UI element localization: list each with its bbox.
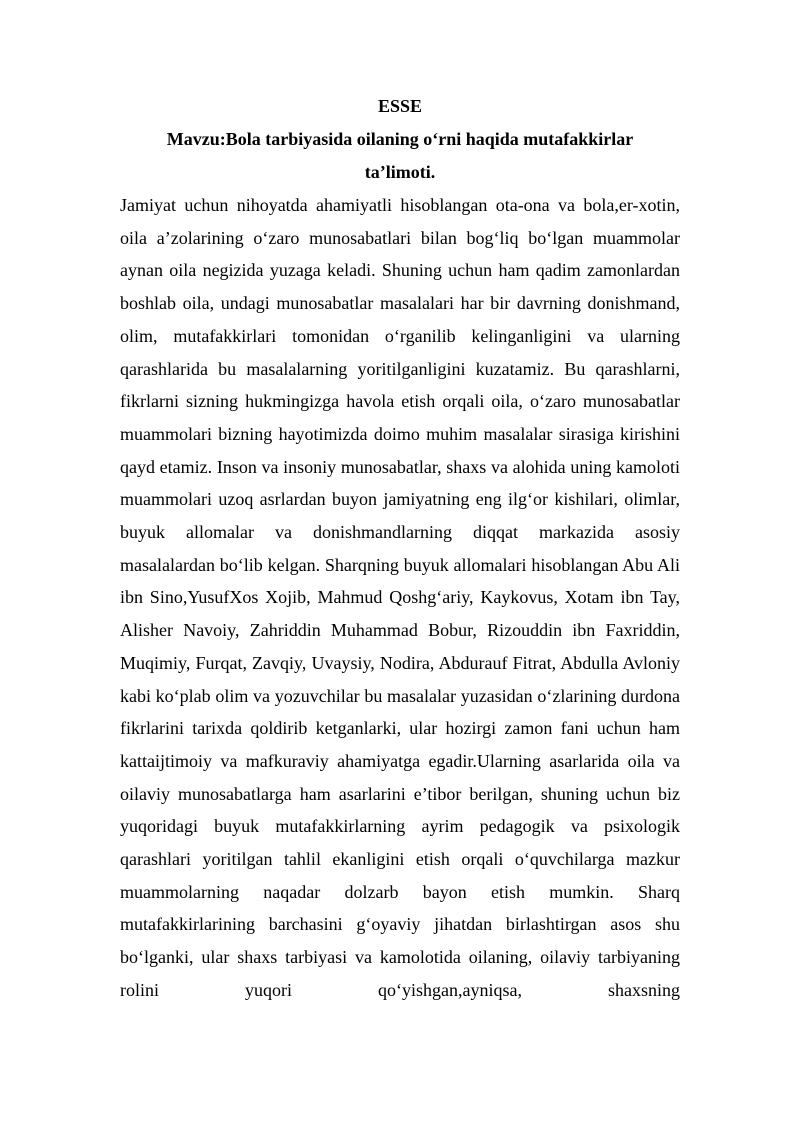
body-paragraph: Jamiyat uchun nihoyatda ahamiyatli hisoblangan ota-ona va bola,er-xotin, oila a’zolarining o‘zaro munosabatlari bilan bog‘liq bo‘lgan muammolar aynan oila negizida yuzaga keladi. Shuning uchun ham qadim zamonlardan boshlab oila, undagi munosabatlar masalalari har bir davrning donishmand, olim, mutafakkirlari tomonidan o‘rganilib kelinganligini va ularning qarashlarida bu masalalarning yoritilganligini kuzatamiz. Bu qarashlarni, fikrlarni sizning hukmingizga havola etish orqali oila, o‘zaro munosabatlar muammolari bizning hayotimizda doimo muhim masalalar sirasiga kirishini qayd etamiz. Inson va insoniy munosabatlar, shaxs va alohida uning kamoloti muammolari uzoq asrlardan buyon jamiyatning eng ilg‘or kishilari, olimlar, buyuk allomalar va donishmandlarning diqqat markazida asosiy masalalardan bo‘lib kelgan. Sharqning buyuk allomalari hisoblangan Abu Ali ibn Sino,YusufXos Xojib, Mahmud Qoshg‘ariy, Kaykovus, Xotam ibn Tay, Alisher Navoiy, Zahriddin Muhammad Bobur, Rizouddin ibn Faxriddin, Muqimiy, Furqat, Zavqiy, Uvaysiy, Nodira, Abdurauf Fitrat, Abdulla Avloniy kabi ko‘plab olim va yozuvchilar bu masalalar yuzasidan o‘zlarining durdona fikrlarini tarixda qoldirib ketganlarki, ular hozirgi zamon fani uchun ham kattaijtimoiy va mafkuraviy ahamiyatga egadir.Ularning asarlarida oila va oilaviy munosabatlarga ham asarlarini e’tibor berilgan, shuning uchun biz yuqoridagi buyuk mutafakkirlarning ayrim pedagogik va psixologik qarashlari yoritilgan tahlil ekanligini etish orqali o‘quvchilarga mazkur muammolarning naqadar dolzarb bayon etish mumkin. Sharq mutafakkirlarining barchasini g‘oyaviy jihatdan birlashtirgan asos shu bo‘lganki, ular shaxs tarbiyasi va kamolotida oilaning, oilaviy tarbiyaning rolini yuqori qo‘yishgan,ayniqsa, shaxsning xyxy=(120,195,680,1000)
document-subtitle: Mavzu:Bola tarbiyasida oilaning o‘rni haqida mutafakkirlar ta’limoti. xyxy=(166,129,634,182)
document-page xyxy=(120,90,680,1007)
document-title: ESSE xyxy=(377,96,423,116)
